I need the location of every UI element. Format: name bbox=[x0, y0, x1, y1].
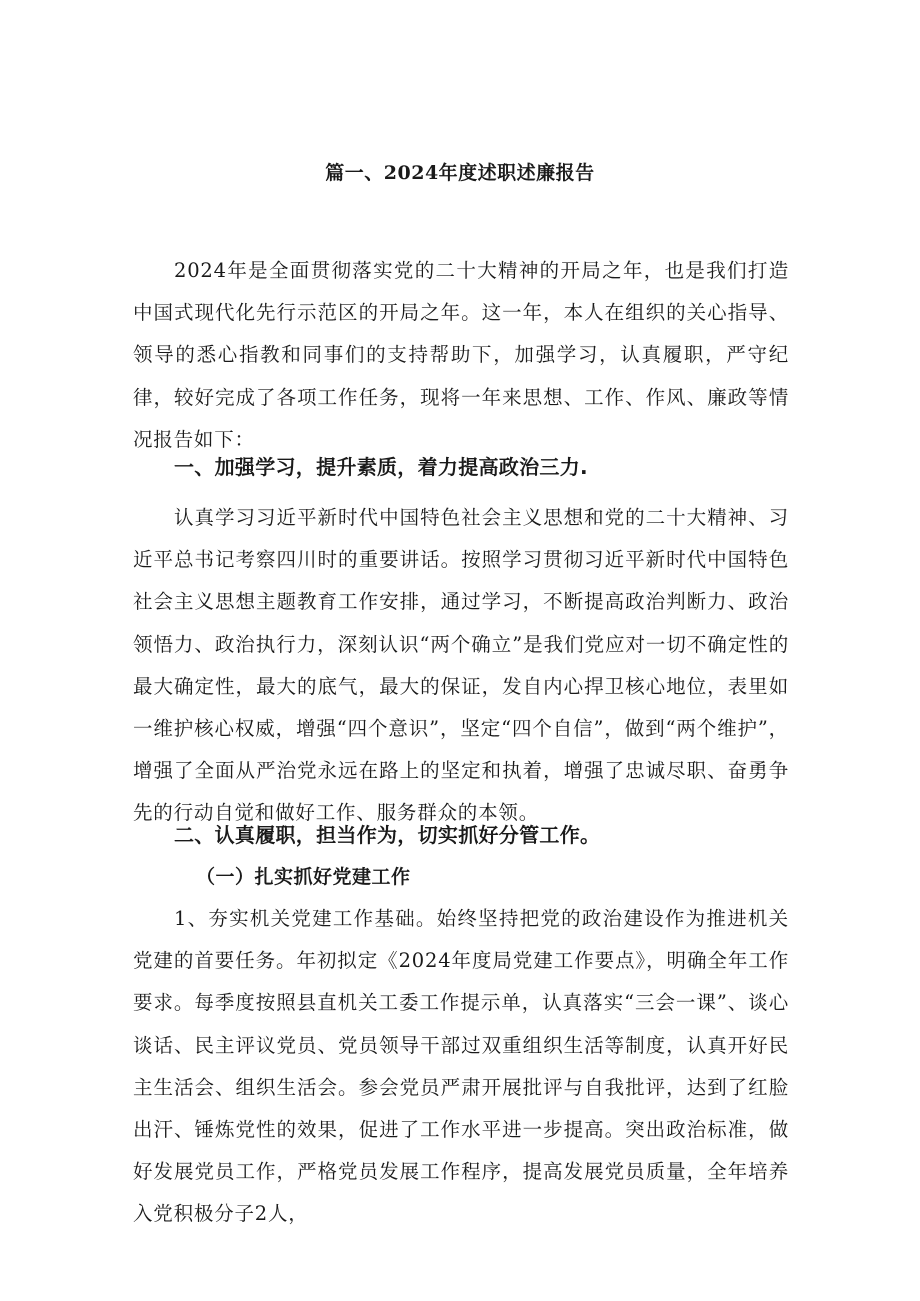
section2-heading: 二、认真履职，担当作为，切实抓好分管工作。 bbox=[174, 823, 601, 847]
section1-heading: 一、加强学习，提升素质，着力提高政治三力. bbox=[174, 455, 588, 479]
document-title: 篇一、2024年度述职述廉报告 bbox=[325, 162, 595, 184]
section1-paragraph: 认真学习习近平新时代中国特色社会主义思想和党的二十大精神、习近平总书记考察四川时的重要讲话。按照学习贯彻习近平新时代中国特色社会主义思想主题教育工作安排，通过学习，不断提高政治判断力、政治领悟力、政治执行力，深刻认识“两个确立”是我们党应对一切不确定性的最大确定性，最大的底气，最大的保证，发自内心捍卫核心地位，表里如一维护核心权威，增强“四个意识”，坚定“四个自信”，做到“两个维护”，增强了全面从严治党永远在路上的坚定和执着，增强了忠诚尽职、奋勇争先的行动自觉和做好工作、服务群众的本领。 bbox=[133, 506, 789, 825]
section2-subheading-1: （一）扎实抓好党建工作 bbox=[196, 866, 411, 888]
intro-paragraph: 2024年是全面贯彻落实党的二十大精神的开局之年，也是我们打造中国式现代化先行示范区的开局之年。这一年，本人在组织的关心指导、领导的悉心指教和同事们的支持帮助下，加强学习，认真履职，严守纪律，较好完成了各项工作任务，现将一年来思想、工作、作风、廉政等情况报告如下： bbox=[133, 259, 789, 451]
section2-sub1-paragraph: 1、夯实机关党建工作基础。始终坚持把党的政治建设作为推进机关党建的首要任务。年初拟定《2024年度局党建工作要点》，明确全年工作要求。每季度按照县直机关工委工作提示单，认真落实“三会一课”、谈心谈话、民主评议党员、党员领导干部过双重组织生活等制度，认真开好民主生活会、组织生活会。参会党员严肃开展批评与自我批评，达到了红脸出汗、锤炼党性的效果，促进了工作水平进一步提高。突出政治标准，做好发展党员工作，严格党员发展工作程序，提高发展党员质量，全年培养入党积极分子2人， bbox=[133, 907, 789, 1226]
